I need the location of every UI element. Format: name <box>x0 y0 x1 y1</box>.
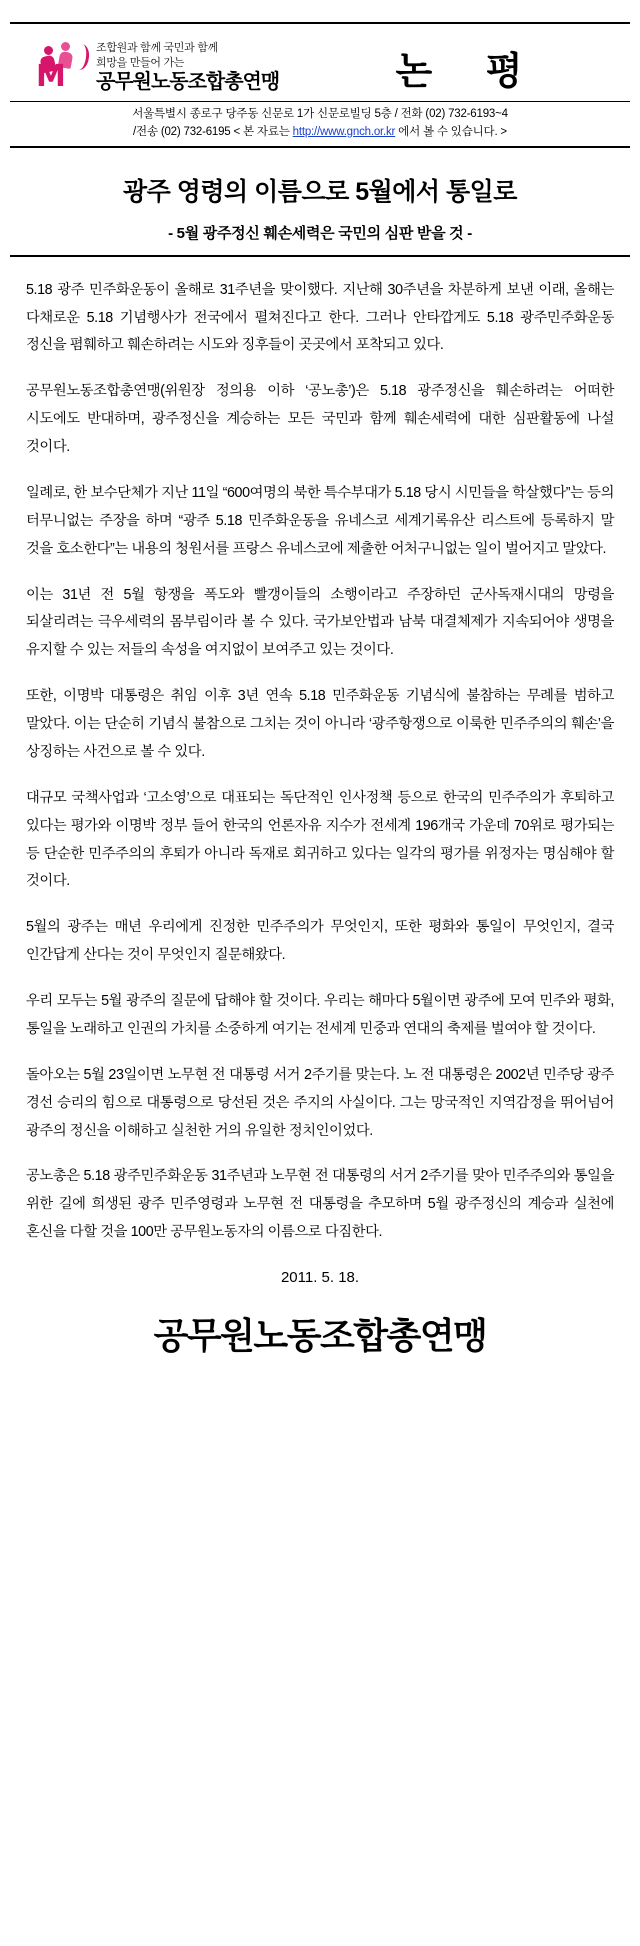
logo-organization-name: 공무원노동조합총연맹 <box>96 71 280 94</box>
issue-date: 2011. 5. 18. <box>280 1269 360 1286</box>
paragraph: 대규모 국책사업과 ‘고소영’으로 대표되는 독단적인 인사정책 등으로 한국의 민주주의가 후퇴하고 있다는 평가와 이명박 정부 들어 한국의 언론자유 지수가 전세계 196개국 가운데 70위로 평가되는 등 단순한 민주주의의 후퇴가 아니라 독재로 회귀하고 있다는 일각의 평가를 위정자는 명심해야 할 것이다. <box>26 789 614 890</box>
contact-line-2-prefix: /전송 (02) 732-6195 < 본 자료는 <box>133 125 293 138</box>
paragraph: 돌아오는 5월 23일이면 노무현 전 대통령 서거 2주기를 맞는다. 노 전 대통령은 2002년 민주당 광주 경선 승리의 힘으로 대통령으로 당선된 것은 주지의 사실이다. 그는 망국적인 지역감정을 뛰어넘어 광주의 정신을 이해하고 실천한 거의 유일한 정치인이었다. <box>26 1066 614 1139</box>
masthead <box>0 24 640 101</box>
contact-info <box>0 102 640 146</box>
contact-line-2 <box>10 124 630 142</box>
page-subtitle: - 5월 광주정신 훼손세력은 국민의 심판 받을 것 - <box>168 224 472 242</box>
paragraph: 우리 모두는 5월 광주의 질문에 답해야 할 것이다. 우리는 해마다 5월이면 광주에 모여 민주와 평화, 통일을 노래하고 인권의 가치를 소중하게 여기는 전세계 민중과 연대의 축제를 벌여야 할 것이다. <box>26 993 614 1037</box>
paragraph: 이는 31년 전 5월 항쟁을 폭도와 빨갱이들의 소행이라고 주장하던 군사독재시대의 망령을 되살리려는 극우세력의 몸부림이라 볼 수 있다. 국가보안법과 남북 대결체제가 지속되어야 생명을 유지할 수 있는 저들의 속성을 여지없이 보여주고 있는 것이다. <box>26 586 614 659</box>
body-content <box>0 257 640 1247</box>
paragraph: 일례로, 한 보수단체가 지난 11일 “600여명의 북한 특수부대가 5.18 당시 시민들을 학살했다”는 등의 터무니없는 주장을 하며 “광주 5.18 민주화운동을 유네스코 세계기록유산 리스트에 등록하지 말 것을 호소한다”는 내용의 청원서를 프랑스 유네스코에 제출한 어처구니없는 일이 벌어지고 말았다. <box>26 484 614 557</box>
press-release-page <box>0 22 640 1946</box>
website-link[interactable]: http://www.gnch.or.kr <box>292 125 396 138</box>
paragraph: 공노총은 5.18 광주민주화운동 31주년과 노무현 전 대통령의 서거 2주기를 맞아 민주주의와 통일을 위한 길에 희생된 광주 민주영령과 노무현 전 대통령을 추모하며 5월 광주정신의 계승과 실천에 혼신을 다할 것을 100만 공무원노동자의 이름으로 다짐한다. <box>26 1168 614 1241</box>
paragraph: 5.18 광주 민주화운동이 올해로 31주년을 맞이했다. 지난해 30주년을 차분하게 보낸 이래, 올해는 다채로운 5.18 기념행사가 전국에서 펼쳐진다고 한다. 그러나 안타깝게도 5.18 광주민주화운동 정신을 폄훼하고 훼손하려는 시도와 징후들이 곳곳에서 포착되고 있다. <box>26 281 614 354</box>
union-emblem-icon: M <box>34 42 90 94</box>
logo-text <box>96 41 279 95</box>
organization-logo <box>14 41 334 95</box>
contact-bottom-rule <box>10 146 630 148</box>
footer-organization-name: 공무원노동조합총연맹 <box>153 1315 487 1356</box>
document-type-title: 논 평 <box>395 51 545 93</box>
page-title: 광주 영령의 이름으로 5월에서 통일로 <box>123 177 517 206</box>
contact-line-1: 서울특별시 종로구 당주동 신문로 1가 신문로빌딩 5층 / 전화 (02) 732-6193~4 <box>132 108 508 120</box>
contact-line-2-suffix: 에서 볼 수 있습니다. > <box>395 125 507 138</box>
logo-tagline-2: 희망을 만들어 가는 <box>96 56 185 69</box>
paragraph: 또한, 이명박 대통령은 취임 이후 3년 연속 5.18 민주화운동 기념식에 불참하는 무례를 범하고 말았다. 이는 단순히 기념식 불참으로 그치는 것이 아니라 ‘광주항쟁으로 이룩한 민주주의의 훼손’을 상징하는 사건으로 볼 수 있다. <box>26 688 614 760</box>
logo-tagline-1: 조합원과 함께 국민과 함께 <box>96 41 218 54</box>
paragraph: 5월의 광주는 매년 우리에게 진정한 민주주의가 무엇인지, 또한 평화와 통일이 무엇인지, 결국 인간답게 산다는 것이 무엇인지 질문해왔다. <box>26 919 614 964</box>
paragraph: 공무원노동조합총연맹(위원장 정의용 이하 ‘공노총’)은 5.18 광주정신을 훼손하려는 어떠한 시도에도 반대하며, 광주정신을 계승하는 모든 국민과 함께 훼손세력에 대한 심판활동에 나설 것이다. <box>26 383 614 455</box>
